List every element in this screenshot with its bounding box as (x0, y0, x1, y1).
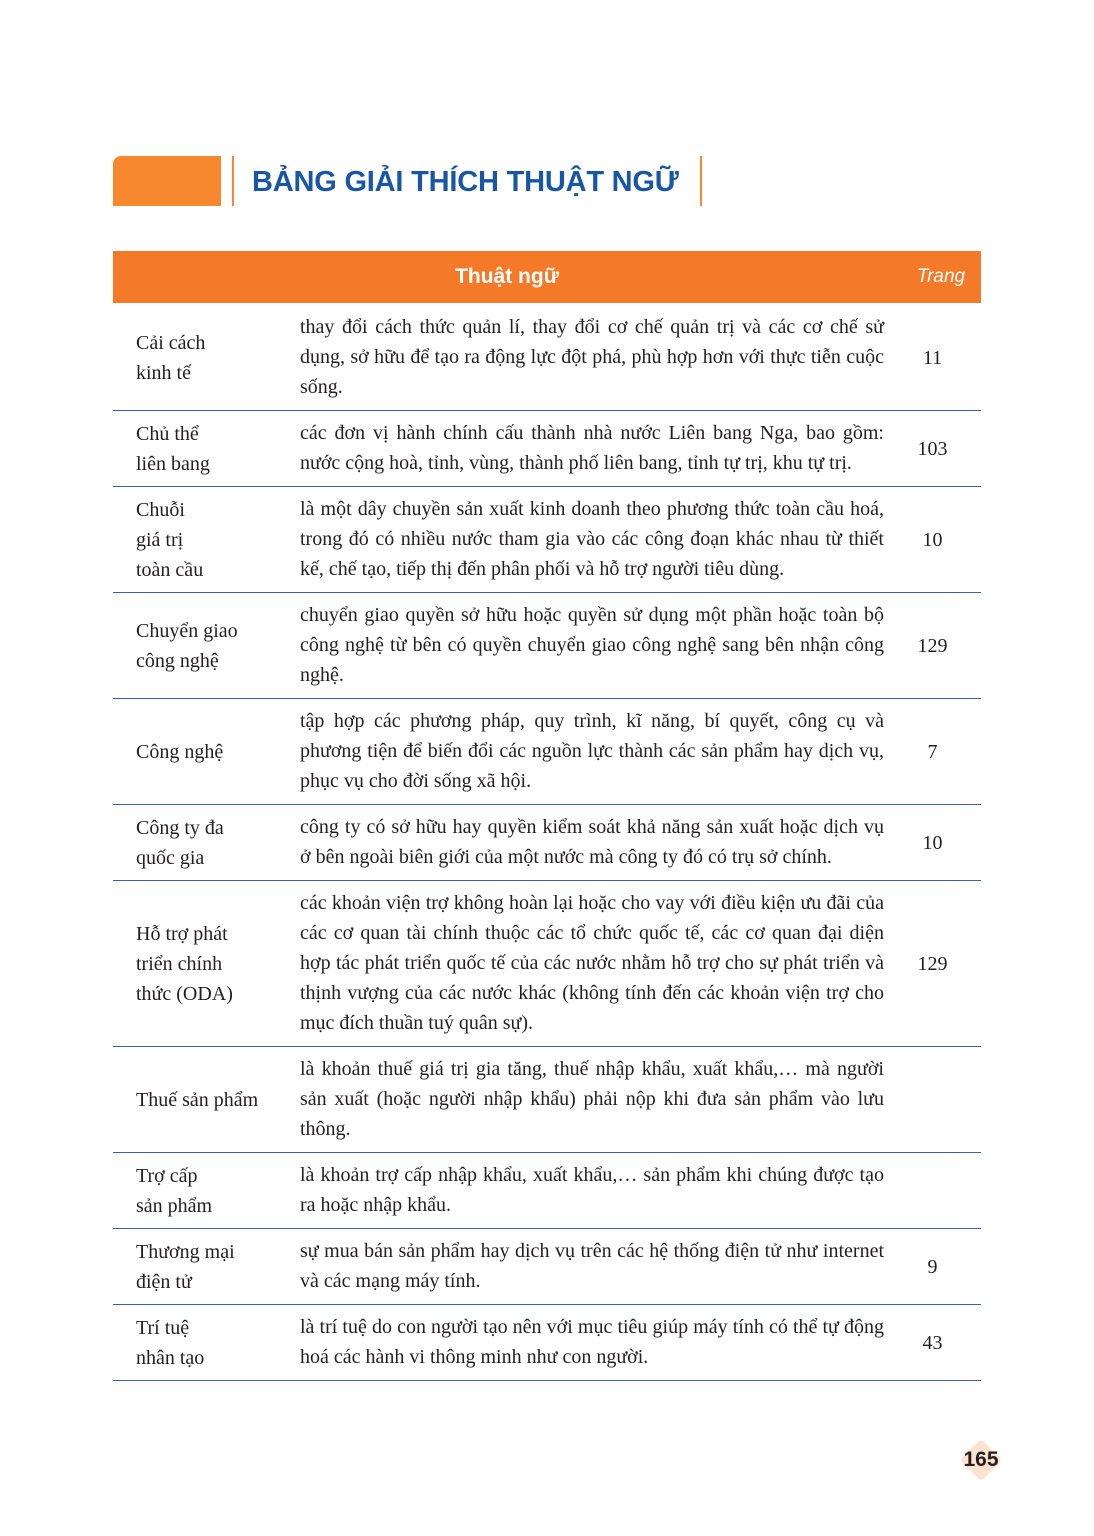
term-line: kinh tế (136, 361, 191, 384)
definition-cell: chuyển giao quyền sở hữu hoặc quyền sử dụng một phần hoặc toàn bộ công nghệ từ bên có quyền chuyển giao công nghệ sang bên nhận công nghệ. (300, 604, 884, 686)
table-row (113, 593, 981, 699)
page-ref-cell: 9 (927, 1255, 938, 1278)
term-line: nhân tạo (136, 1346, 205, 1369)
table-row (113, 487, 981, 593)
term-line: Trợ cấp (136, 1164, 198, 1187)
table-row (113, 699, 981, 805)
page-ref-cell: 11 (922, 346, 943, 369)
table-row (113, 411, 981, 487)
page-ref-cell: 129 (917, 952, 948, 975)
table-row (113, 305, 981, 411)
term-cell (113, 813, 300, 873)
definition-cell: là trí tuệ do con người tạo nên với mục tiêu giúp máy tính có thể tự động hoá các hành vi thông minh như con người. (300, 1316, 884, 1368)
term-line: Thương mại (136, 1240, 235, 1263)
term-line: liên bang (136, 452, 210, 475)
page-ref-cell: 43 (922, 1331, 943, 1354)
term-cell (113, 1161, 300, 1221)
page-ref-cell: 10 (922, 528, 943, 551)
definition-cell: các khoản viện trợ không hoàn lại hoặc cho vay với điều kiện ưu đãi của các cơ quan tài chính thuộc các tổ chức quốc tế, các cơ quan đại diện hợp tác phát triển quốc tế của các nước nhằm hỗ trợ cho sự phát triển và thịnh vượng của các nước khác (không tính đến các khoản viện trợ cho mục đích thuần tuý quân sự). (300, 892, 884, 1034)
term-line: Cải cách (136, 331, 206, 354)
term-line: giá trị (136, 528, 184, 551)
term-cell (113, 1237, 300, 1297)
term-line: Trí tuệ (136, 1316, 190, 1339)
term-line: Chủ thể (136, 422, 199, 445)
term-line: quốc gia (136, 846, 205, 869)
table-row (113, 1305, 981, 1381)
definition-cell: công ty có sở hữu hay quyền kiểm soát khả năng sản xuất hoặc dịch vụ ở bên ngoài biên giới của một nước mà công ty đó có trụ sở chính. (300, 816, 884, 868)
column-header-page: Trang (916, 266, 966, 287)
table-row (113, 881, 981, 1047)
table-row (113, 805, 981, 881)
title-divider-right (700, 156, 702, 206)
table-body (113, 305, 981, 1381)
title-divider-left (232, 156, 234, 206)
term-line: Công ty đa (136, 816, 224, 839)
page-title: BẢNG GIẢI THÍCH THUẬT NGỮ (252, 166, 679, 198)
page-ref-cell: 103 (917, 437, 948, 460)
term-line: Chuyển giao (136, 619, 238, 642)
term-line: Hỗ trợ phát (136, 922, 228, 945)
table-row (113, 1153, 981, 1229)
term-line: Chuỗi (136, 498, 185, 521)
definition-cell: tập hợp các phương pháp, quy trình, kĩ năng, bí quyết, công cụ và phương tiện để biến đổi các nguồn lực thành các sản phẩm hay dịch vụ, phục vụ cho đời sống xã hội. (300, 710, 884, 792)
term-cell (113, 1313, 300, 1373)
term-cell (113, 737, 300, 767)
table-row (113, 1229, 981, 1305)
table-header (113, 251, 981, 305)
definition-cell: thay đổi cách thức quản lí, thay đổi cơ chế quản trị và các cơ chế sử dụng, sở hữu để tạo ra động lực đột phá, phù hợp hơn với thực tiễn cuộc sống. (300, 316, 884, 398)
table-row (113, 1047, 981, 1153)
definition-cell: là khoản trợ cấp nhập khẩu, xuất khẩu,… sản phẩm khi chúng được tạo ra hoặc nhập khẩu. (300, 1164, 884, 1216)
term-line: thức (ODA) (136, 982, 233, 1005)
page-number: 165 (963, 1448, 999, 1471)
definition-cell: là khoản thuế giá trị gia tăng, thuế nhập khẩu, xuất khẩu,… mà người sản xuất (hoặc người nhập khẩu) phải nộp khi đưa sản phẩm vào lưu thông. (300, 1058, 884, 1140)
term-line: toàn cầu (136, 558, 204, 581)
term-cell (113, 328, 300, 388)
page-ref-cell: 10 (922, 831, 943, 854)
page-ref-cell: 129 (917, 634, 948, 657)
page-number-badge (958, 1437, 1004, 1483)
title-accent-tab (113, 156, 221, 206)
term-line: triển chính (136, 952, 223, 975)
definition-cell: là một dây chuyền sản xuất kinh doanh theo phương thức toàn cầu hoá, trong đó có nhiều nước tham gia vào các công đoạn khác nhau từ thiết kế, chế tạo, tiếp thị đến phân phối và hỗ trợ người tiêu dùng. (300, 498, 884, 580)
glossary-table (113, 251, 981, 1381)
term-line: công nghệ (136, 649, 219, 672)
term-cell (113, 1085, 300, 1115)
term-line: Công nghệ (136, 740, 224, 763)
term-cell (113, 616, 300, 676)
term-line: sản phẩm (136, 1194, 213, 1217)
term-cell (113, 419, 300, 479)
definition-cell: các đơn vị hành chính cấu thành nhà nước Liên bang Nga, bao gồm: nước cộng hoà, tỉnh, vùng, thành phố liên bang, tỉnh tự trị, khu tự trị. (300, 422, 884, 474)
term-cell (113, 495, 300, 585)
term-line: điện tử (136, 1270, 192, 1293)
definition-cell: sự mua bán sản phẩm hay dịch vụ trên các hệ thống điện tử như internet và các mạng máy tính. (300, 1240, 884, 1292)
term-cell (113, 919, 300, 1009)
term-line: Thuế sản phẩm (136, 1088, 259, 1111)
page-ref-cell: 7 (927, 740, 938, 763)
column-header-term: Thuật ngữ (455, 265, 559, 288)
